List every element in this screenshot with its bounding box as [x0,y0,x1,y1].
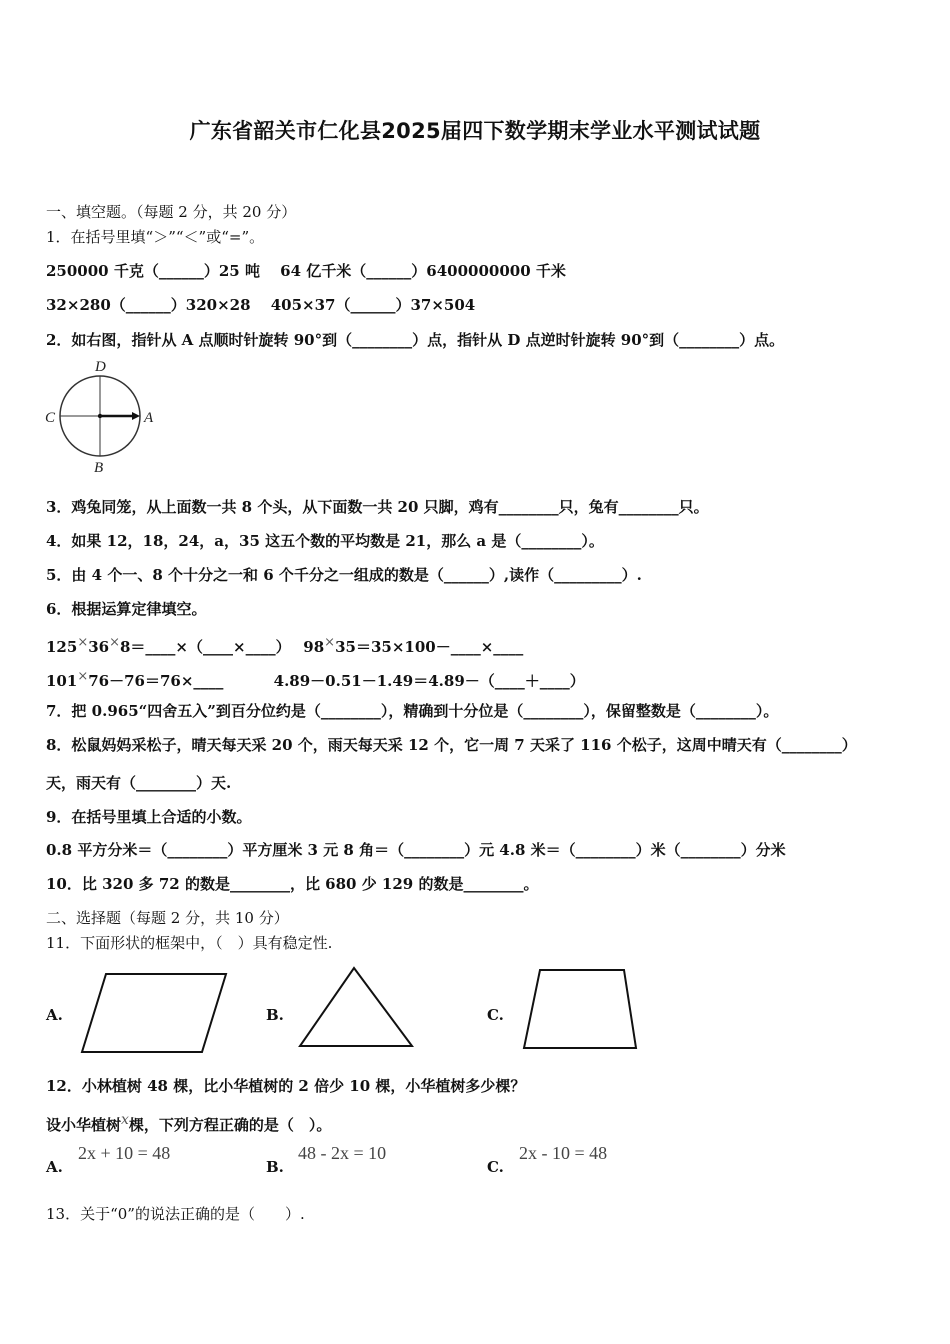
clock-center [98,414,102,418]
q12-option-c-equation[interactable]: 2x - 10 = 48 [519,1143,608,1163]
q6-line1-part-c: 8＝____×（____×____） 98 [120,638,325,656]
trapezoid-shape[interactable] [520,964,644,1056]
q11-option-c-label[interactable]: C. [487,1006,504,1024]
q10: 10．比 320 多 72 的数是________，比 680 少 129 的数是________。 [46,875,539,893]
page-title: 广东省韶关市仁化县2025届四下数学期末学业水平测试试题 [189,119,761,143]
q1-line1: 250000 千克（______）25 吨 64 亿千米（______）6400000000 千米 [46,262,566,280]
q13: 13．关于“0”的说法正确的是（ ）. [46,1205,305,1223]
q6-line2-part-b: 76－76＝76×____ 4.89－0.51－1.49＝4.89－（____＋____） [88,672,585,690]
q8-line2: 天，雨天有（________）天. [46,774,232,792]
q1-stem: 1．在括号里填“＞”“＜”或“=”。 [46,228,265,246]
label-b: B [94,460,104,476]
times-sign: × [109,635,120,650]
q6-line1-part-a: 125 [46,638,78,656]
parallelogram-shape[interactable] [78,968,233,1058]
q11-option-a-label[interactable]: A. [46,1006,63,1024]
q12-line2 [46,1111,331,1134]
times-sign: × [77,635,89,650]
q12-line1: 12．小林植树 48 棵，比小华植树的 2 倍少 10 棵，小华植树多少棵？ [46,1077,526,1095]
label-d: D [95,359,106,375]
section2-heading: 二、选择题（每题 2 分，共 10 分） [46,909,289,927]
q6-line2-part-a: 101 [46,672,78,690]
q12-option-c-label[interactable]: C. [487,1158,504,1176]
q9-stem: 9．在括号里填上合适的小数。 [46,808,252,826]
q6-stem: 6．根据运算定律填空。 [46,600,207,618]
times-sign: × [324,635,336,650]
q1-line2: 32×280（______）320×28 405×37（______）37×504 [46,296,476,314]
q12-line2-part-a: 设小华植树 [46,1116,122,1134]
label-a: A [144,410,154,426]
q11-option-b-label[interactable]: B. [266,1006,284,1024]
times-sign: × [77,669,89,684]
q12-option-a-equation[interactable]: 2x + 10 = 48 [78,1143,171,1163]
variable-x: x [121,1112,129,1128]
section1-heading: 一、填空题。（每题 2 分，共 20 分） [46,203,297,221]
q6-line2 [46,668,585,690]
q6-line1 [46,634,523,656]
q7: 7．把 0.965“四舍五入”到百分位约是（________），精确到十分位是（________），保留整数是（________）。 [46,702,779,720]
q6-line1-part-d: 35＝35×100－____×____ [335,638,524,656]
q12-option-b-equation[interactable]: 48 - 2x = 10 [298,1143,387,1163]
q12-option-a-label[interactable]: A. [46,1158,63,1176]
q3: 3．鸡兔同笼，从上面数一共 8 个头，从下面数一共 20 只脚，鸡有________只，兔有________只。 [46,498,709,516]
q4: 4．如果 12，18，24，a，35 这五个数的平均数是 21，那么 a 是（________）。 [46,532,604,550]
q8-line1: 8．松鼠妈妈采松子，晴天每天采 20 个，雨天每天采 12 个，它一周 7 天采了 116 个松子，这周中晴天有（________） [46,736,857,754]
q12-option-b-label[interactable]: B. [266,1158,284,1176]
pointer-arrowhead [132,412,140,420]
label-c: C [45,410,56,426]
q5: 5．由 4 个一、8 个十分之一和 6 个千分之一组成的数是（______）,读作（_________）. [46,566,642,584]
q2-stem: 2．如右图，指针从 A 点顺时针旋转 90°到（________）点，指针从 D 点逆时针旋转 90°到（________）点。 [46,331,785,349]
q12-line2-part-b: 棵，下列方程正确的是（ ）。 [128,1116,332,1134]
clock-figure [40,358,170,476]
triangle-shape[interactable] [296,962,418,1052]
q11-stem: 11．下面形状的框架中，（ ）具有稳定性. [46,934,333,952]
q6-line1-part-b: 36 [88,638,110,656]
q9-line: 0.8 平方分米＝（________）平方厘米 3 元 8 角＝（________）元 4.8 米＝（________）米（________）分米 [46,841,786,859]
